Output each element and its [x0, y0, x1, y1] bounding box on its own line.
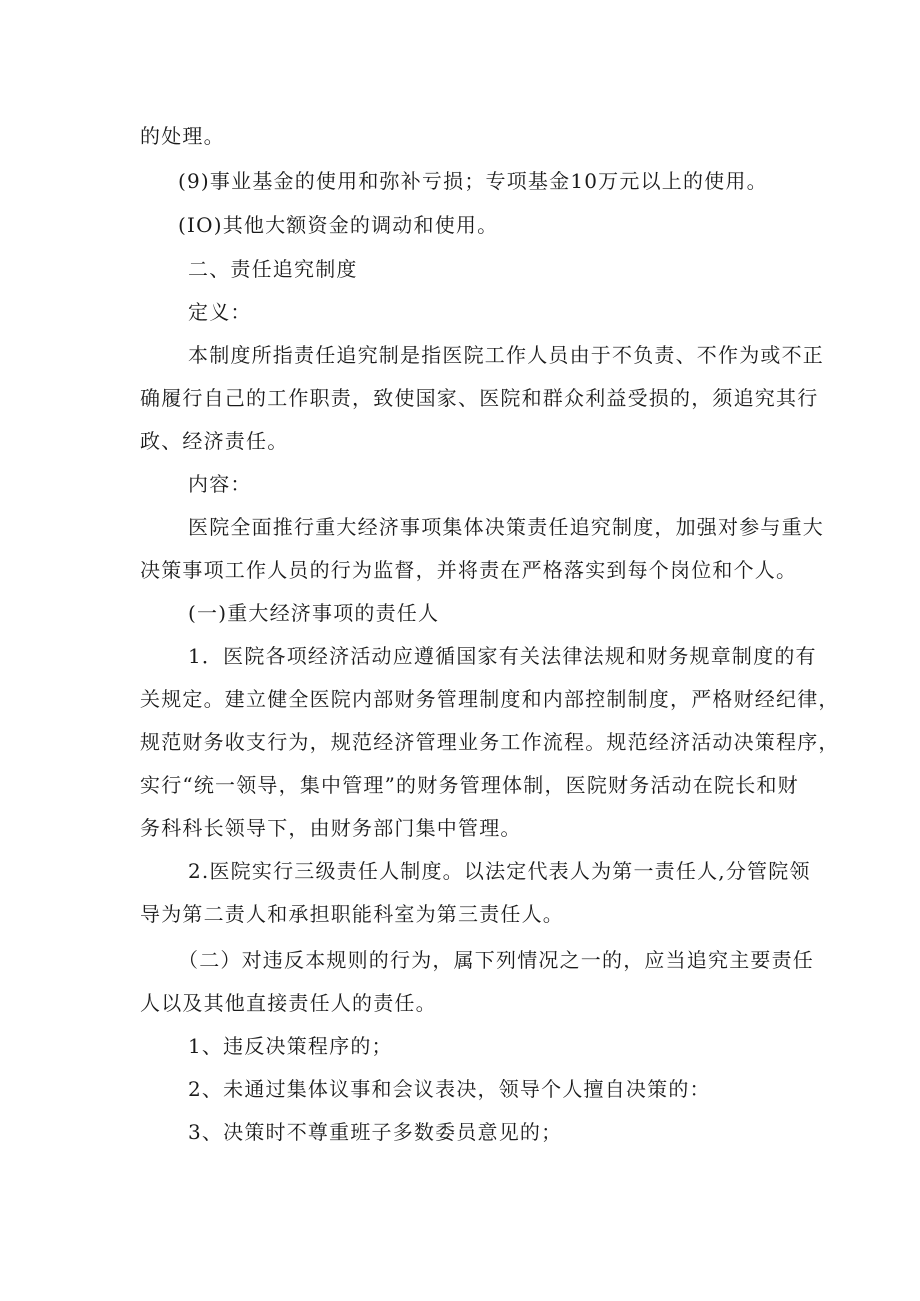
- text-line: 人以及其他直接责任人的责任。: [140, 991, 437, 1015]
- text-line: 1．医院各项经济活动应遵循国家有关法律法规和财务规章制度的有: [188, 644, 817, 668]
- text-line: 政、经济责任。: [140, 429, 289, 453]
- text-line: 确履行自己的工作职责，致使国家、医院和群众利益受损的，须追究其行: [140, 386, 819, 410]
- text-line: 2.医院实行三级责任人制度。以法定代表人为第一责任人,分管院领: [188, 859, 811, 883]
- subsection-heading: （二）对违反本规则的行为，属下列情况之一的，应当追究主要责任: [178, 948, 814, 972]
- text-line: 规范财务收支行为，规范经济管理业务工作流程。规范经济活动决策程序，: [140, 730, 840, 754]
- text-line: 关规定。建立健全医院内部财务管理制度和内部控制制度，严格财经纪律，: [140, 687, 840, 711]
- text-line: 导为第二责人和承担职能科室为第三责任人。: [140, 902, 564, 926]
- list-item: 2、未通过集体议事和会议表决，领导个人擅自决策的：: [188, 1077, 711, 1101]
- text-line: 内容：: [188, 472, 252, 496]
- text-line: 实行“统一领导，集中管理”的财务管理体制，医院财务活动在院长和财: [140, 773, 799, 797]
- text-line: 医院全面推行重大经济事项集体决策责任追究制度，加强对参与重大: [188, 515, 824, 539]
- text-line: 的处理。: [140, 124, 225, 148]
- list-item: 1、违反决策程序的；: [188, 1034, 393, 1058]
- text-line: 本制度所指责任追究制是指医院工作人员由于不负责、不作为或不正: [188, 343, 824, 367]
- subsection-heading: (一)重大经济事项的责任人: [188, 601, 440, 625]
- section-heading: 二、责任追究制度: [188, 257, 358, 281]
- text-line: (IO)其他大额资金的调动和使用。: [178, 213, 499, 237]
- list-item: 3、决策时不尊重班子多数委员意见的；: [188, 1120, 563, 1144]
- text-line: (9)事业基金的使用和弥补亏损；专项基金10万元以上的使用。: [178, 169, 768, 193]
- text-line: 务科科长领导下，由财务部门集中管理。: [140, 816, 522, 840]
- text-line: 决策事项工作人员的行为监督，并将责在严格落实到每个岗位和个人。: [140, 558, 798, 582]
- text-line: 定义：: [188, 300, 252, 324]
